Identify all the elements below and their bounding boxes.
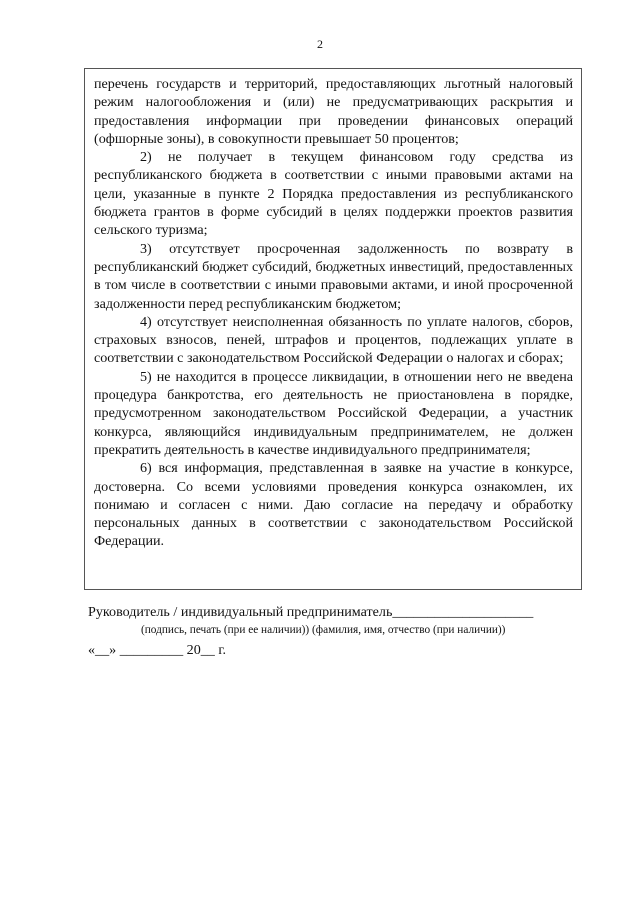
page-number: 2: [317, 37, 323, 51]
paragraph-item-5: 5) не находится в процессе ликвидации, в отношении него не введена процедура банкротства, его деятельность не приостановлена в порядке, предусмотренном законодательством Российской Федерации, а участник конкурса, являющийся индивидуальным предпринимателем, не должен прекратить деятельность в качестве индивидуального предпринимателя;: [94, 368, 573, 458]
signature-block: [88, 604, 588, 659]
declaration-text-box: [84, 68, 582, 590]
signature-line: Руководитель / индивидуальный предприниматель____________________: [88, 604, 534, 620]
paragraph-offshore-zones: перечень государств и территорий, предоставляющих льготный налоговый режим налогообложения и (или) не предусматривающих раскрытия и предоставления информации при проведении финансовых операций (офшорные зоны), в совокупности превышает 50 процентов;: [94, 76, 573, 147]
signature-caption: (подпись, печать (при ее наличии)) (фамилия, имя, отчество (при наличии)): [141, 624, 506, 636]
paragraph-item-3: 3) отсутствует просроченная задолженность по возврату в республиканский бюджет субсидий, бюджетных инвестиций, предоставленных в том числе в соответствии с иными правовыми актами, и иной просроченной задолженности перед республиканским бюджетом;: [94, 240, 573, 312]
paragraph-item-4: 4) отсутствует неисполненная обязанность по уплате налогов, сборов, страховых взносов, пеней, штрафов и процентов, подлежащих уплате в соответствии с законодательством Российской Федерации о налогах и сборах;: [94, 313, 573, 367]
paragraph-item-2: 2) не получает в текущем финансовом году средства из республиканского бюджета в соответствии с иными правовыми актами на цели, указанные в пункте 2 Порядка предоставления из республиканского бюджета грантов в форме субсидий в целях поддержки проектов развития сельского туризма;: [94, 149, 573, 239]
paragraph-item-6: 6) вся информация, представленная в заявке на участие в конкурсе, достоверна. Со всеми условиями проведения конкурса ознакомлен, их понимаю и согласен с ними. Даю согласие на передачу и обработку персональных данных в соответствии с законодательством Российской Федерации.: [94, 460, 573, 550]
signature-date: «__» _________ 20__ г.: [88, 642, 227, 658]
